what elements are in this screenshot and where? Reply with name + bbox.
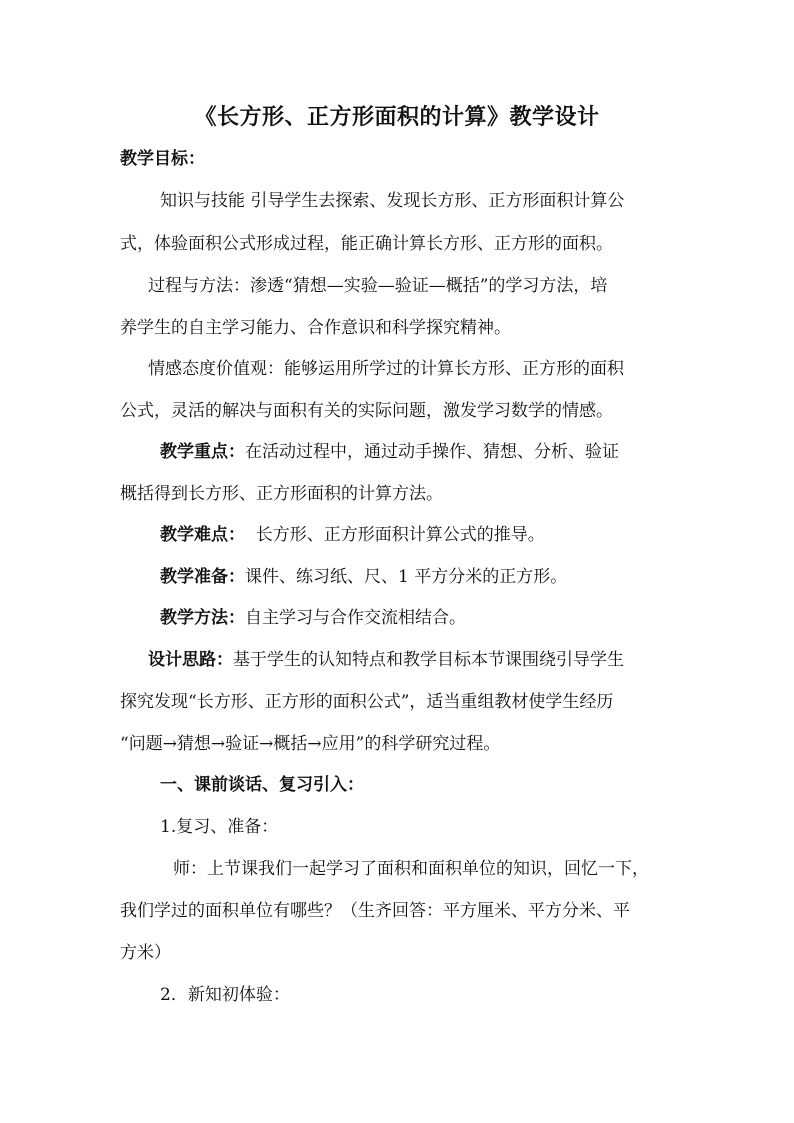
design-line-3: “问题→猜想→验证→概括→应用”的科学研究过程。	[120, 734, 501, 754]
process-line-2: 养学生的自主学习能力、合作意识和科学探究精神。	[120, 318, 511, 338]
emotion-line-1: 情感态度价值观：能够运用所学过的计算长方形、正方形的面积	[148, 359, 624, 379]
difficulty-label: 教学难点：	[160, 525, 245, 545]
focus-line-1	[160, 440, 619, 464]
method-label: 教学方法：	[160, 608, 245, 628]
knowledge-line-2: 式，体验面积公式形成过程，能正确计算长方形、正方形的面积。	[120, 234, 613, 254]
design-line-2: 探究发现“长方形、正方形的面积公式”，适当重组教材使学生经历	[120, 692, 614, 712]
focus-text: 在活动过程中，通过动手操作、猜想、分析、验证	[245, 442, 619, 462]
process-line-1: 过程与方法：渗透“猜想—实验—验证—概括”的学习方法，培	[148, 276, 608, 296]
design-label: 设计思路：	[148, 650, 233, 670]
method-text: 自主学习与合作交流相结合。	[245, 608, 466, 628]
teacher-line-2: 我们学过的面积单位有哪些？（生齐回答：平方厘米、平方分米、平	[120, 901, 630, 921]
goals-heading: 教学目标：	[120, 149, 205, 169]
prep-line	[160, 565, 567, 589]
section-1-heading: 一、课前谈话、复习引入：	[160, 775, 364, 795]
teacher-line-1: 师：上节课我们一起学习了面积和面积单位的知识，回忆一下，	[173, 859, 649, 879]
design-line-1	[148, 648, 624, 672]
prep-text: 课件、练习纸、尺、1 平方分米的正方形。	[245, 567, 568, 587]
teacher-line-3: 方米）	[120, 943, 171, 963]
item-1-heading: 1.复习、准备：	[160, 817, 279, 837]
prep-label: 教学准备：	[160, 567, 245, 587]
emotion-line-2: 公式，灵活的解决与面积有关的实际问题，激发学习数学的情感。	[120, 401, 613, 421]
difficulty-line	[160, 523, 545, 547]
difficulty-text: 长方形、正方形面积计算公式的推导。	[245, 525, 545, 545]
method-line	[160, 606, 466, 630]
focus-line-2: 概括得到长方形、正方形面积的计算方法。	[120, 484, 443, 504]
design-text: 基于学生的认知特点和教学目标本节课围绕引导学生	[233, 650, 624, 670]
focus-label: 教学重点：	[160, 442, 245, 462]
knowledge-line-1: 知识与技能 引导学生去探索、发现长方形、正方形面积计算公	[160, 191, 625, 211]
item-2-heading: 2．新知初体验：	[160, 985, 290, 1005]
document-title: 《长方形、正方形面积的计算》教学设计	[194, 104, 600, 130]
